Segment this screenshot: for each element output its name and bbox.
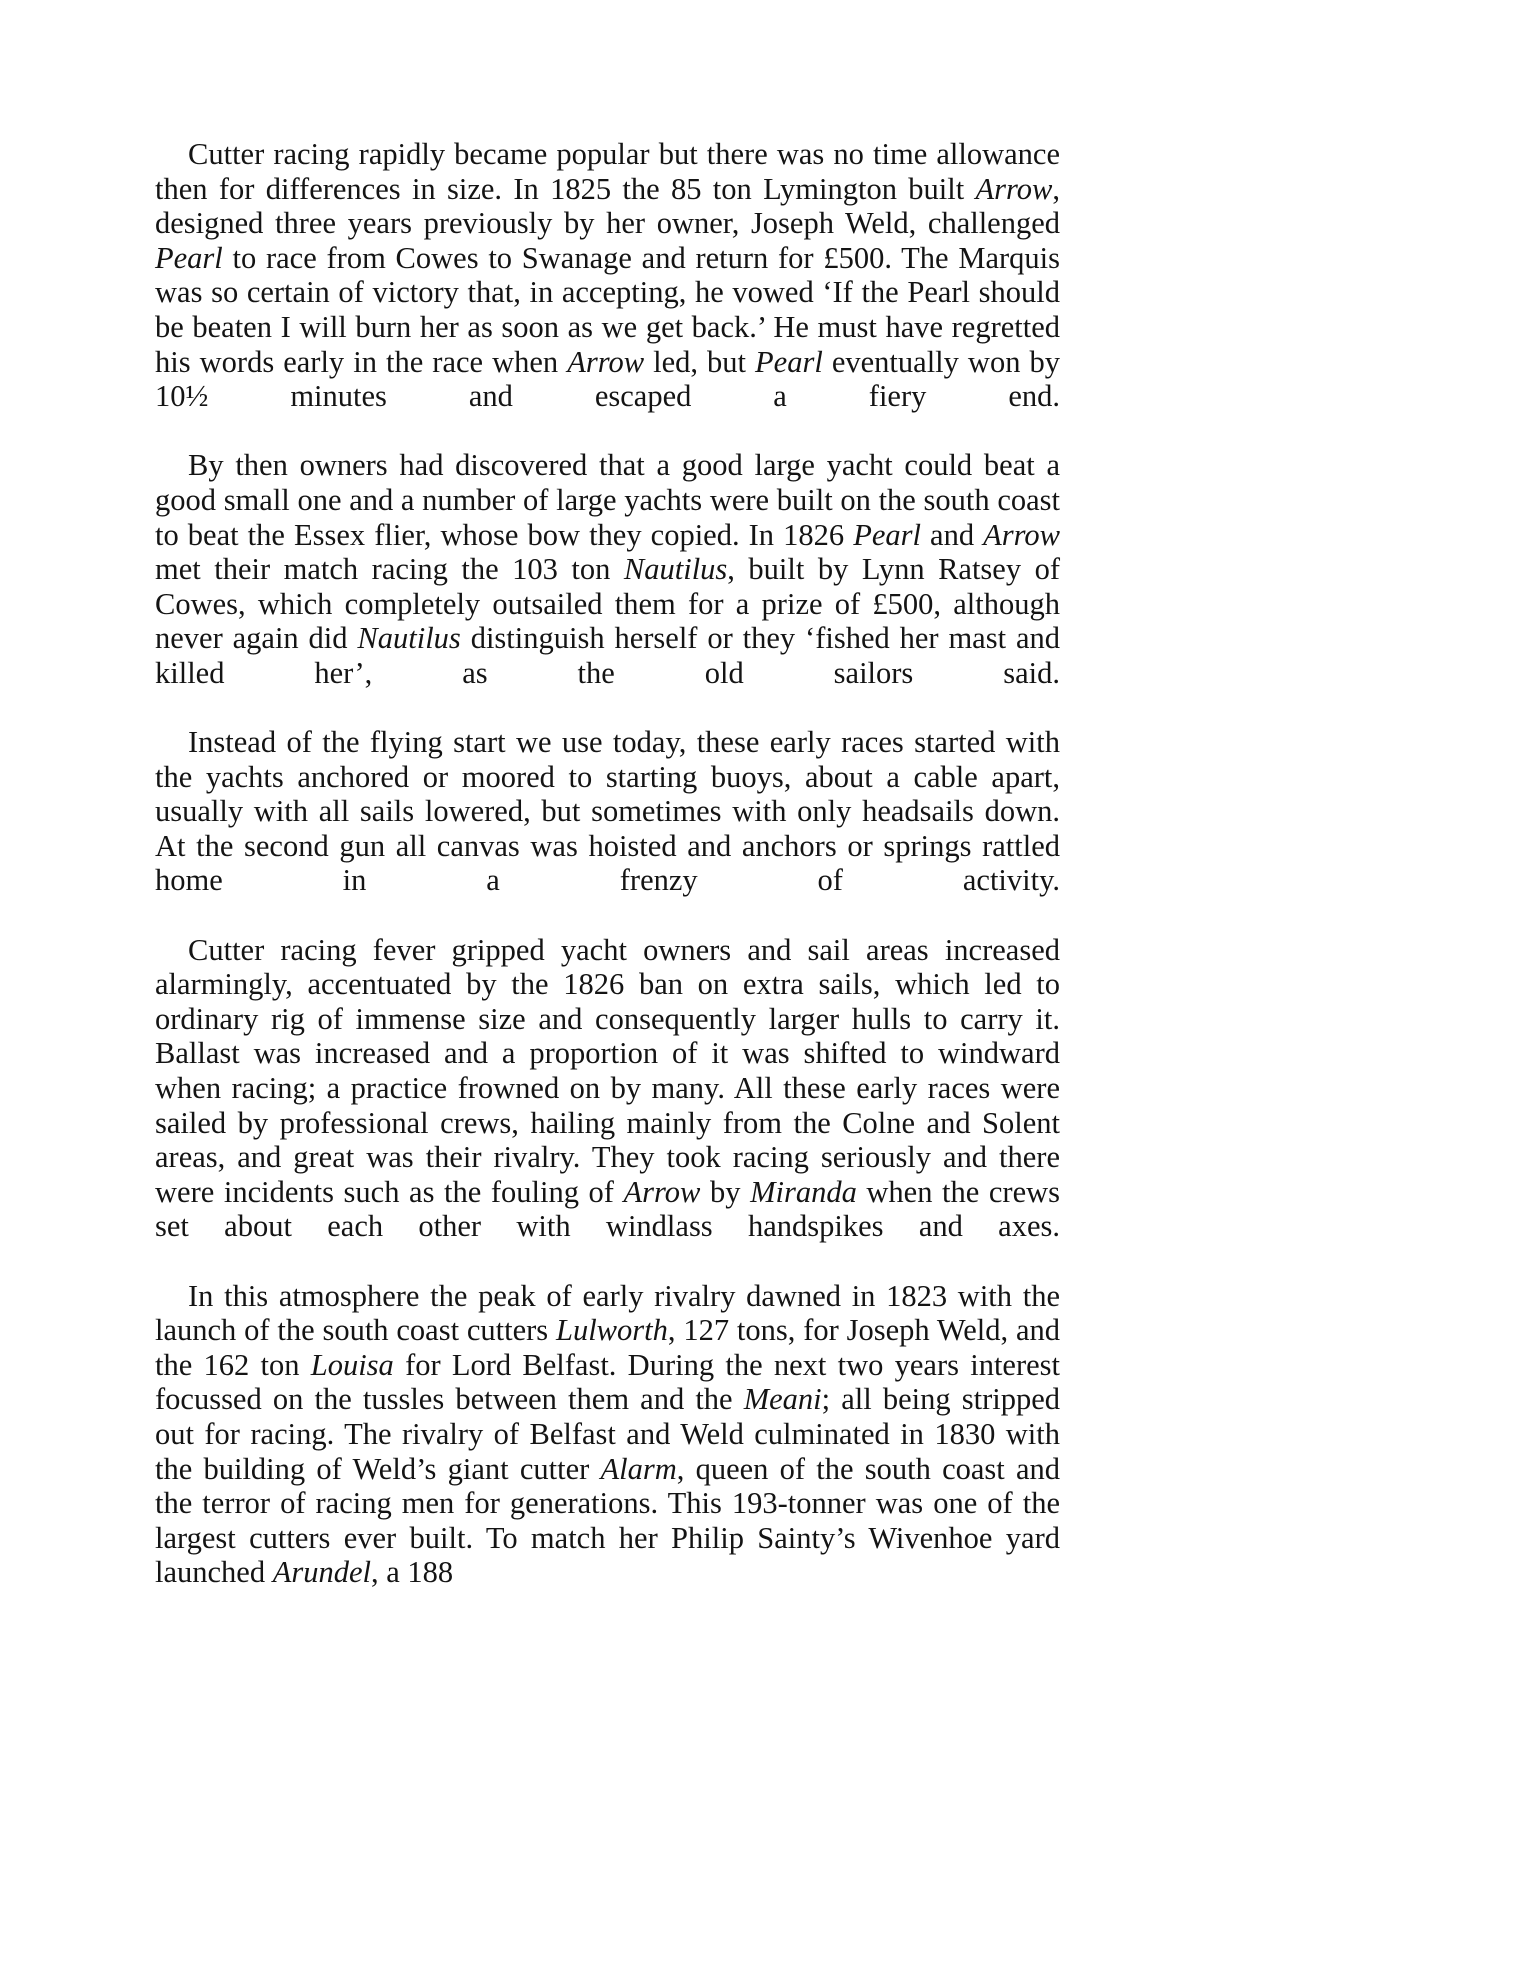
italic-title: Nautilus (357, 621, 461, 656)
italic-title: Pearl (155, 240, 223, 275)
paragraph-p5 (155, 1279, 1060, 1590)
italic-title: Pearl (853, 517, 921, 552)
italic-title: Arundel (272, 1555, 371, 1590)
italic-title: Lulworth (556, 1313, 668, 1348)
italic-title: Nautilus (623, 552, 728, 587)
italic-title: Miranda (750, 1174, 857, 1209)
text-run: Cutter racing rapidly became popular but there was no time allowance then for differences in size. In 1825 the 85 ton Lymington built (155, 137, 1060, 206)
text-run: In this atmosphere the peak of early rivalry dawned in 1823 with the launch of the south coast cutters (155, 1278, 1060, 1348)
italic-title: Louisa (310, 1347, 394, 1382)
italic-title: Arrow (623, 1174, 701, 1209)
text-run: , queen of the south coast and the terror of racing men for generations. This 193-tonner was one of the largest cutters ever built. To match her Philip Sainty’s Wivenhoe yard launched (155, 1451, 1061, 1590)
italic-title: Pearl (755, 344, 823, 379)
body-text-column (155, 137, 1060, 1590)
paragraph-p3 (155, 725, 1060, 933)
paragraph-p2 (155, 448, 1060, 725)
text-run: for Lord Belfast. During the next two years interest focussed on the tussles between them and the (155, 1347, 1060, 1417)
text-run: By then owners had discovered that a good large yacht could beat a good small one and a number of large yachts were built on the south coast to beat the Essex flier, whose bow they copied. In 1826 (155, 448, 1060, 552)
text-run: Instead of the flying start we use today, these early races started with the yachts anchored or moored to starting buoys, about a cable apart, usually with all sails lowered, but sometimes with only headsails down. At the second gun all canvas was hoisted and anchors or springs rattled home in a frenzy of activity. (155, 725, 1060, 898)
italic-title: Meani (743, 1382, 822, 1417)
text-run: distinguish herself or they ‘fished her mast and killed her’, as the old sailors said. (155, 621, 1060, 690)
paragraph-p4 (155, 933, 1060, 1279)
text-run: when the crews set about each other with windlass handspikes and axes. (155, 1174, 1061, 1244)
italic-title: Arrow (567, 344, 645, 379)
italic-title: Arrow (975, 171, 1053, 206)
italic-title: Alarm (600, 1451, 677, 1486)
text-run: , designed three years previously by her owner, Joseph Weld, challenged (155, 171, 1060, 241)
text-run: and (920, 517, 984, 552)
text-run: to race from Cowes to Swanage and return for £500. The Marquis was so certain of victory that, in accepting, he vowed ‘If the Pearl should be beaten I will burn her as soon as we get back.’ He must have regretted his words early in the race when (155, 240, 1060, 379)
text-run: ; all being stripped out for racing. The rivalry of Belfast and Weld culminated in 1830 with the building of Weld’s giant cutter (155, 1382, 1060, 1486)
text-run: , 127 tons, for Joseph Weld, and the 162 ton (155, 1313, 1060, 1382)
text-run: led, but (644, 344, 756, 379)
text-run: met their match racing the 103 ton (155, 552, 624, 587)
text-run: eventually won by 10½ minutes and escaped a fiery end. (155, 344, 1060, 414)
text-run: Cutter racing fever gripped yacht owners and sail areas increased alarmingly, accentuated by the 1826 ban on extra sails, which led to ordinary rig of immense size and consequently larger hulls to carry it. Ballast was increased and a proportion of it was shifted to windward when racing; a practice frowned on by many. All these early races were sailed by professional crews, hailing mainly from the Colne and Solent areas, and great was their rivalry. They took racing seriously and there were incidents such as the fouling of (155, 932, 1060, 1209)
text-run: , a 188 (370, 1555, 454, 1590)
paragraph-p1 (155, 137, 1060, 448)
italic-title: Arrow (983, 517, 1060, 552)
text-run: by (700, 1174, 751, 1209)
text-run: , built by Lynn Ratsey of Cowes, which completely outsailed them for a prize of £500, although never again did (155, 552, 1060, 656)
